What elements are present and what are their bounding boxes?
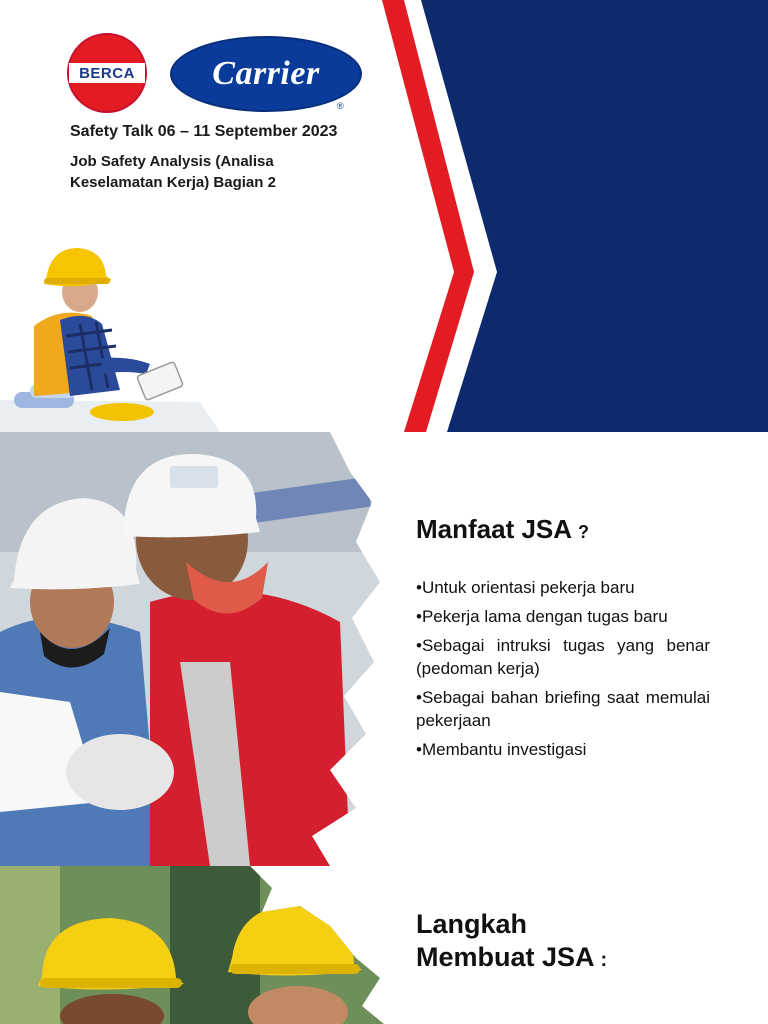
carrier-logo-text: Carrier xyxy=(212,55,320,92)
berca-logo xyxy=(67,33,151,117)
hardhat-photo xyxy=(0,866,392,1024)
topic-line-2: Keselamatan Kerja) Bagian 2 xyxy=(70,174,276,191)
steps-heading-suffix: : xyxy=(600,949,608,971)
title-panel xyxy=(0,0,768,432)
list-item: •Pekerja lama dengan tugas baru xyxy=(416,607,668,626)
talk-title: Safety Talk 06 – 11 September 2023 xyxy=(70,123,338,140)
steps-heading-line-1: Langkah xyxy=(416,909,528,939)
list-item: •Sebagai bahan briefing saat memulai pekerjaan xyxy=(416,688,710,730)
benefits-heading-text: Manfaat JSA xyxy=(416,514,573,544)
topic-line-1: Job Safety Analysis (Analisa xyxy=(70,153,274,170)
benefits-list xyxy=(416,576,710,767)
benefits-heading-suffix: ? xyxy=(578,522,590,542)
steps-heading-line-2: Membuat JSA xyxy=(416,942,595,972)
berca-logo-text: BERCA xyxy=(69,63,145,83)
list-item: •Sebagai intruksi tugas yang benar (pedoman kerja) xyxy=(416,636,710,678)
benefits-heading xyxy=(416,514,589,545)
registered-mark: ® xyxy=(337,101,344,111)
list-item: •Untuk orientasi pekerja baru xyxy=(416,578,635,597)
worker-illustration xyxy=(0,240,220,432)
steps-heading xyxy=(416,908,607,977)
list-item: •Membantu investigasi xyxy=(416,740,587,759)
workers-photo xyxy=(0,432,392,866)
